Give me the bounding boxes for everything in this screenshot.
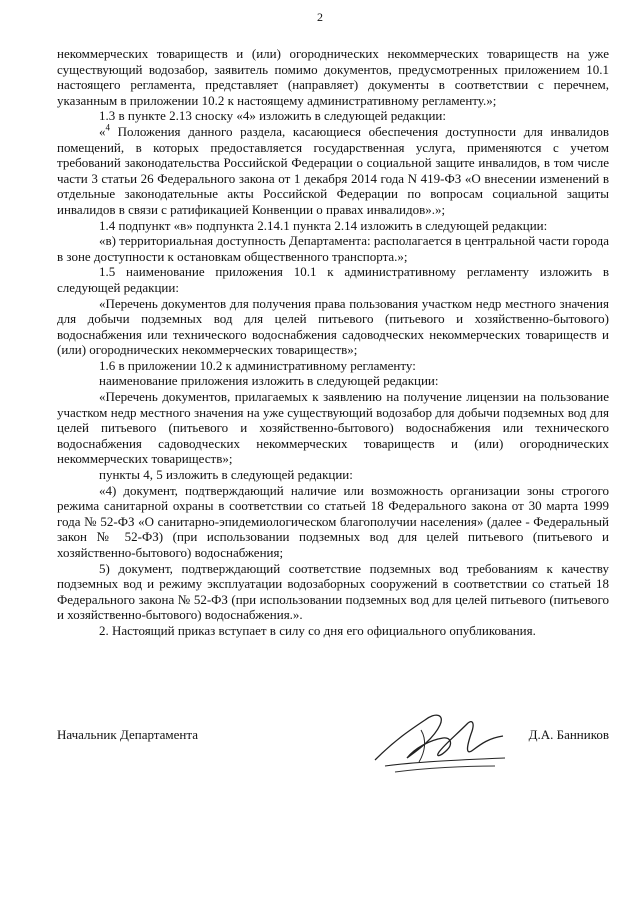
paragraph-3 — [57, 124, 609, 218]
paragraph-1: некоммерческих товариществ и (или) огороднических некоммерческих товариществ на уже существующий водозабор, заявитель помимо документов, предусмотренных приложением 10.1 настоящего регламента, представляет (направляет) документы в соответствии с перечнем, указанным в приложении 10.2 к настоящему административному регламенту.»; — [57, 46, 609, 108]
paragraph-4: 1.4 подпункт «в» подпункта 2.14.1 пункта 2.14 изложить в следующей редакции: — [99, 217, 548, 233]
footnote-mark: 4 — [105, 122, 110, 133]
signature-block — [57, 727, 609, 747]
document-body — [57, 46, 609, 639]
signatory-name: Д.А. Банников — [528, 727, 609, 742]
paragraph-14: 2. Настоящий приказ вступает в силу со дня его официального опубликования. — [99, 622, 536, 638]
paragraph-5: «в) территориальная доступность Департамента: располагается в центральной части города в зоне доступности к остановкам общественного транспорта.»; — [57, 233, 609, 264]
paragraph-7: «Перечень документов для получения права пользования участком недр местного значения для добычи подземных вод для целей питьевого (питьевого и хозяйственно-бытового) водоснабжения или технического водоснабжения садоводческих некоммерческих товариществ и (или) огороднических некоммерческих товариществ»; — [57, 295, 609, 358]
paragraph-13: 5) документ, подтверждающий соответствие подземных вод требованиям к качеству подземных вод и режиму эксплуатации водозаборных сооружений в соответствии со статьей 18 Федерального закона № 52-ФЗ (при использовании подземных вод для целей питьевого (питьевого и хозяйственно-бытового) водоснабжения.». — [57, 560, 609, 623]
paragraph-10: «Перечень документов, прилагаемых к заявлению на получение лицензии на пользование участком недр местного значения на уже существующий водозабор для добычи подземных вод для целей питьевого (питьевого и хозяйственно-бытового) водоснабжения или технического водоснабжения садоводческих некоммерческих товариществ и (или) огороднических некоммерческих товариществ»; — [57, 389, 609, 467]
paragraph-6: 1.5 наименование приложения 10.1 к административному регламенту изложить в следующей редакции: — [57, 264, 609, 295]
paragraph-9: наименование приложения изложить в следующей редакции: — [99, 373, 439, 389]
paragraph-11: пункты 4, 5 изложить в следующей редакции: — [99, 467, 353, 483]
paragraph-8: 1.6 в приложении 10.2 к административному регламенту: — [99, 357, 416, 373]
page-number: 2 — [317, 10, 323, 24]
signatory-title: Начальник Департамента — [57, 727, 198, 742]
paragraph-12: «4) документ, подтверждающий наличие или возможность организации зоны строгого режима санитарной охраны в соответствии со статьей 18 Федерального закона от 30 марта 1999 года № 52-ФЗ «О санитарно-эпидемиологическом благополучии населения» (далее - Федеральный закон № 52-ФЗ) (при использовании подземных вод для целей питьевого (питьевого и хозяйственно-бытового) водоснабжения; — [57, 482, 609, 560]
paragraph-2: 1.3 в пункте 2.13 сноску «4» изложить в следующей редакции: — [99, 108, 446, 124]
footnote-open-quote: « — [99, 123, 106, 139]
footnote-text: Положения данного раздела, касающиеся обеспечения доступности для инвалидов помещений, в которых предоставляется государственная услуга, применяются с учетом требований законодательства Российской Федерации о социальной защите инвалидов, в том числе части 3 статьи 26 Федерального закона от 1 декабря 2014 года N 419-ФЗ «О внесении изменений в отдельные законодательные акты Российской Федерации по вопросам социальной защиты инвалидов в связи с ратификацией Конвенции о правах инвалидов».»; — [57, 123, 609, 217]
